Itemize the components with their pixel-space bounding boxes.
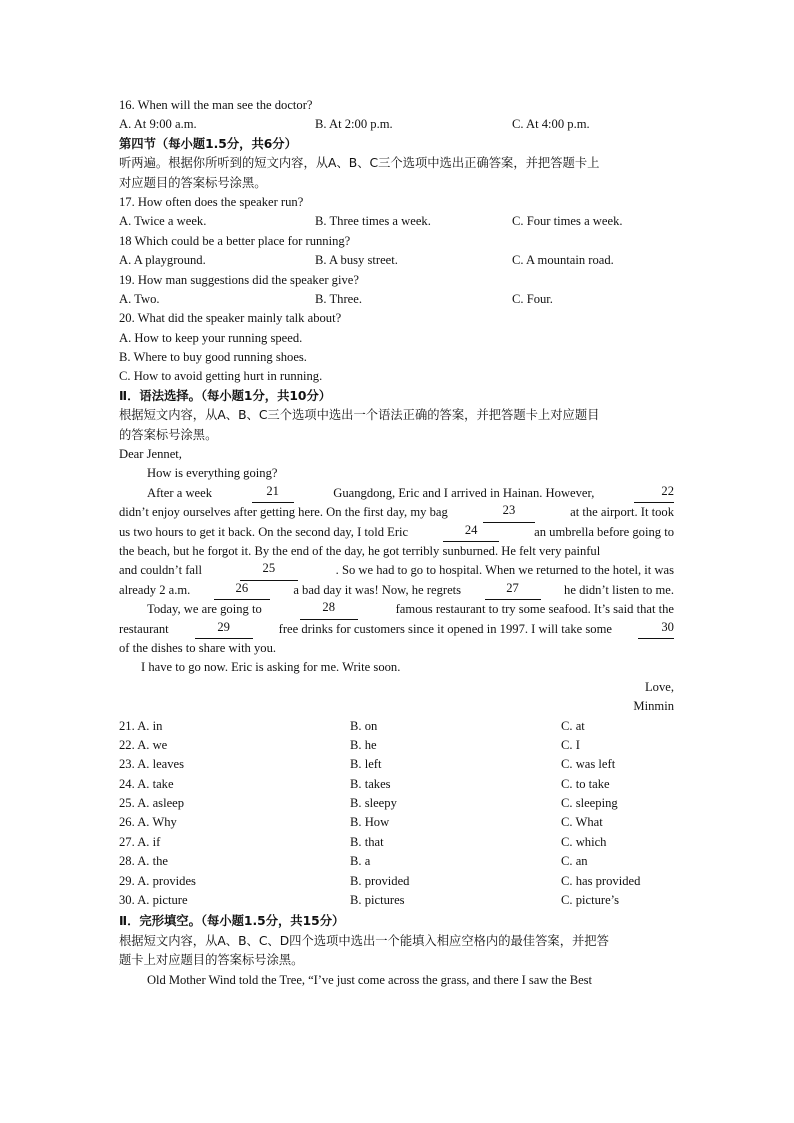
- options-row-22: 22. A. we B. he C. I: [119, 737, 580, 752]
- option-b: B. Three times a week.: [315, 214, 431, 229]
- blank-21: 21: [252, 484, 294, 503]
- options-row-27: 27. A. if B. that C. which: [119, 834, 607, 849]
- question-17: 17. How often does the speaker run?: [119, 194, 304, 209]
- options-row-25: 25. A. asleep B. sleepy C. sleeping: [119, 796, 618, 811]
- option-c: C. Four times a week.: [512, 214, 623, 229]
- grammar-options-list: [119, 717, 674, 911]
- passage-line: the beach, but he forgot it. By the end of the day, he got terribly sunburned. He felt very painful: [119, 543, 601, 558]
- option-a: A. Two.: [119, 291, 160, 306]
- option-b: B. At 2:00 p.m.: [315, 117, 393, 132]
- passage-line: After a week 21 Guangdong, Eric and I arrived in Hainan. However, 22: [119, 484, 674, 503]
- option-a: A. A playground.: [119, 253, 206, 268]
- passage-line: already 2 a.m. 26 a bad day it was! Now, he regrets 27 he didn’t listen to me.: [119, 581, 674, 600]
- blank-28: 28: [300, 600, 358, 619]
- option-a: A. Twice a week.: [119, 214, 207, 229]
- grammar-instruction: 根据短文内容，从A、B、C三个选项中选出一个语法正确的答案，并把答题卡上对应题目: [119, 408, 600, 423]
- blank-24: 24: [443, 523, 499, 542]
- cloze-instruction-cont: 题卡上对应题目的答案标号涂黑。: [119, 953, 304, 968]
- option-c: C. A mountain road.: [512, 253, 614, 268]
- option-c: C. Four.: [512, 291, 553, 306]
- letter-signature: Minmin: [633, 699, 674, 714]
- cloze-passage-start: Old Mother Wind told the Tree, “I’ve just come across the grass, and there I saw the Best: [147, 972, 592, 987]
- options-row-26: 26. A. Why B. How C. What: [119, 815, 603, 830]
- letter-closing-paragraph: I have to go now. Eric is asking for me. Write soon.: [141, 660, 401, 675]
- options-row-24: 24. A. take B. takes C. to take: [119, 776, 610, 791]
- passage-line: didn’t enjoy ourselves after getting here. On the first day, my bag 23 at the airport. It took: [119, 503, 674, 522]
- blank-22: 22: [634, 484, 674, 503]
- option-c: C. At 4:00 p.m.: [512, 117, 590, 132]
- cloze-instruction: 根据短文内容，从A、B、C、D四个选项中选出一个能填入相应空格内的最佳答案，并把答: [119, 933, 609, 948]
- question-19-options: [119, 290, 674, 309]
- letter-opening: How is everything going?: [147, 466, 278, 481]
- blank-29: 29: [195, 620, 253, 639]
- options-row-28: 28. A. the B. a C. an: [119, 854, 588, 869]
- option-b: B. A busy street.: [315, 253, 398, 268]
- section-4-instruction-cont: 对应题目的答案标号涂黑。: [119, 175, 267, 190]
- grammar-section-title: Ⅱ．语法选择。（每小题1分，共10分）: [119, 388, 332, 403]
- question-20-option-c: C. How to avoid getting hurt in running.: [119, 369, 323, 384]
- letter-closing: Love,: [644, 679, 674, 694]
- passage-line: restaurant 29 free drinks for customers since it opened in 1997. I will take some 30: [119, 620, 674, 639]
- question-20-option-b: B. Where to buy good running shoes.: [119, 350, 307, 365]
- letter-greeting: Dear Jennet,: [119, 447, 182, 462]
- question-16: 16. When will the man see the doctor?: [119, 98, 313, 112]
- blank-26: 26: [214, 581, 270, 600]
- question-20: 20. What did the speaker mainly talk about?: [119, 311, 342, 326]
- grammar-instruction-cont: 的答案标号涂黑。: [119, 427, 218, 442]
- cloze-section-title: Ⅱ．完形填空。（每小题1.5分，共15分）: [119, 914, 345, 929]
- exam-page: [119, 96, 674, 990]
- options-row-30: 30. A. picture B. pictures C. picture’s: [119, 893, 620, 908]
- section-4-title: 第四节（每小题1.5分，共6分）: [119, 136, 297, 151]
- blank-25: 25: [240, 561, 298, 580]
- option-b: B. Three.: [315, 291, 362, 306]
- options-row-23: 23. A. leaves B. left C. was left: [119, 757, 616, 772]
- section-4-instruction: 听两遍。根据你所听到的短文内容，从A、B、C三个选项中选出正确答案，并把答题卡上: [119, 156, 600, 171]
- question-16-options: [119, 115, 674, 134]
- option-a: A. At 9:00 a.m.: [119, 117, 197, 132]
- question-18: 18 Which could be a better place for running?: [119, 233, 351, 248]
- question-18-options: [119, 251, 674, 270]
- passage-line: us two hours to get it back. On the second day, I told Eric 24 an umbrella before going to: [119, 523, 674, 542]
- options-row-29: 29. A. provides B. provided C. has provided: [119, 873, 641, 888]
- options-row-21: 21. A. in B. on C. at: [119, 718, 585, 733]
- blank-23: 23: [483, 503, 535, 522]
- passage-line: of the dishes to share with you.: [119, 640, 277, 655]
- blank-27: 27: [485, 581, 541, 600]
- passage-line: Today, we are going to 28 famous restaurant to try some seafood. It’s said that the: [119, 600, 674, 619]
- question-19: 19. How man suggestions did the speaker give?: [119, 272, 359, 287]
- question-20-option-a: A. How to keep your running speed.: [119, 330, 303, 345]
- passage-line: and couldn’t fall 25 . So we had to go to hospital. When we returned to the hotel, it was: [119, 561, 674, 580]
- blank-30: 30: [638, 620, 674, 639]
- question-17-options: [119, 212, 674, 231]
